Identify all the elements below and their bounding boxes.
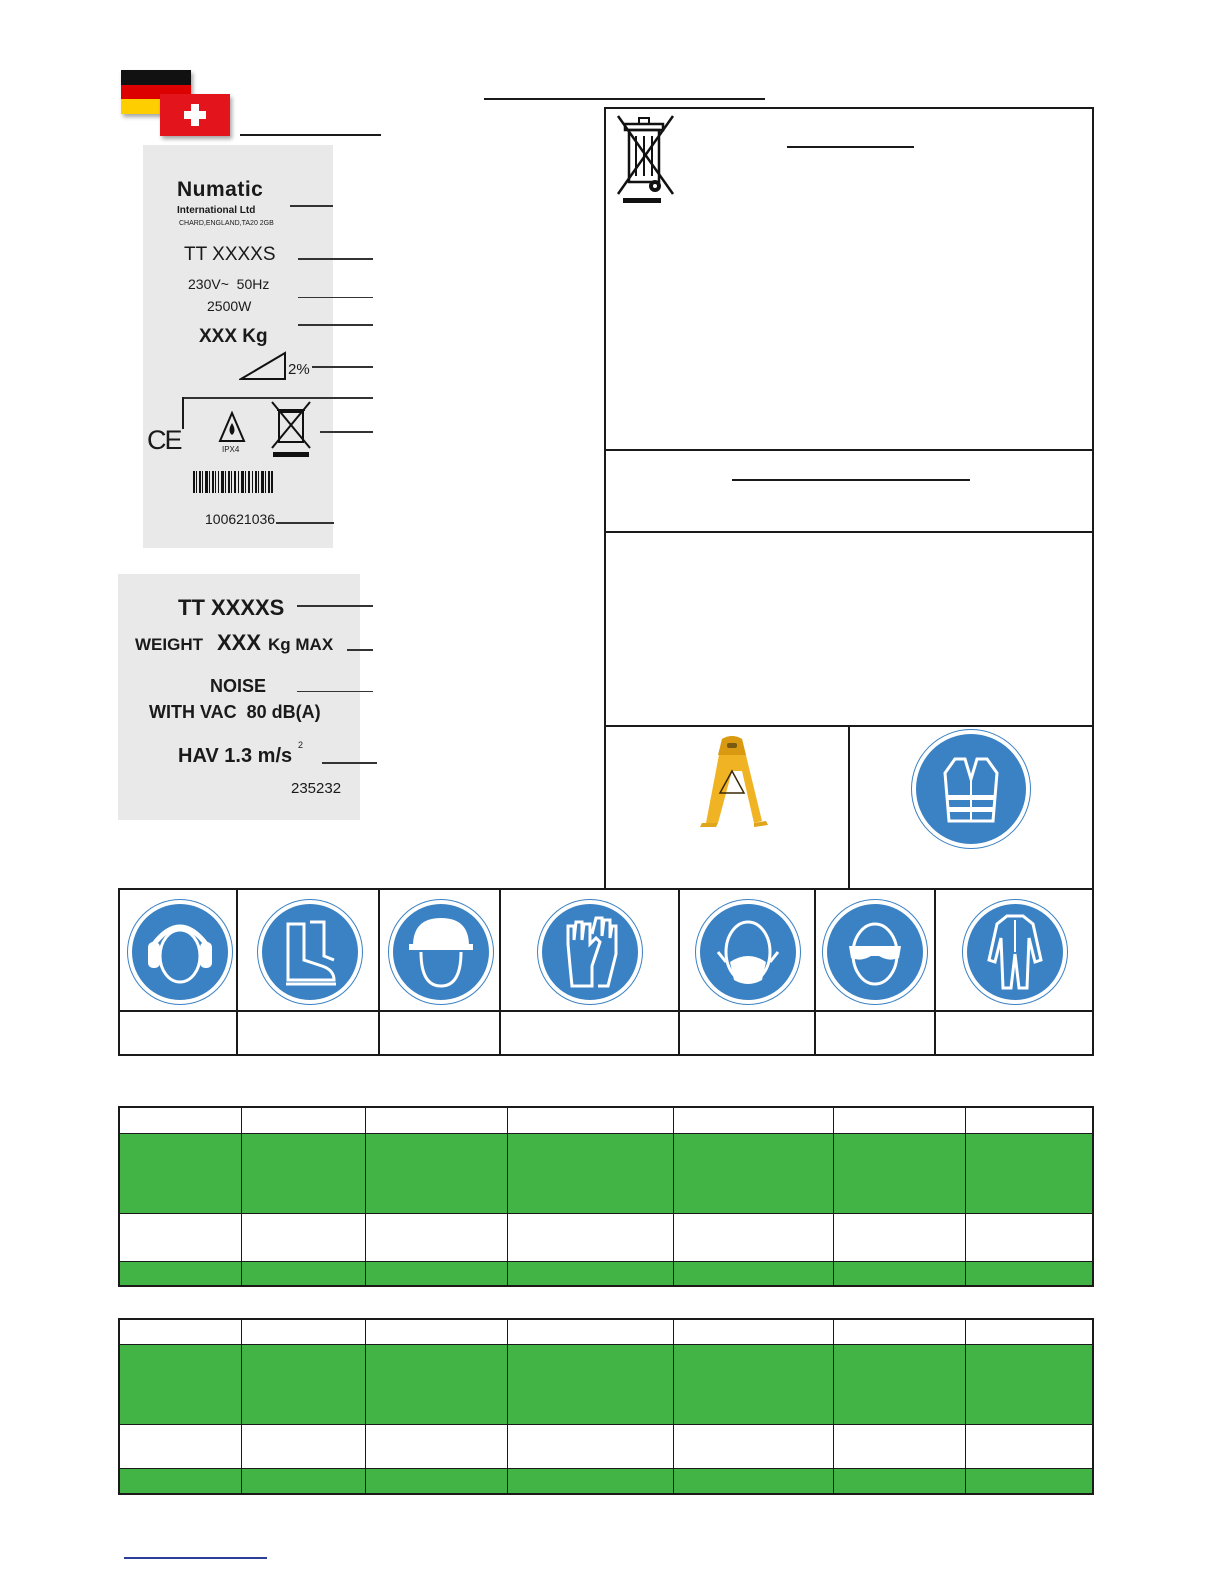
swiss-flag [160,94,230,136]
weee-bin-icon [270,400,314,460]
weight-value: XXX [217,630,262,655]
hav-superscript: 2 [298,740,304,750]
text-panel [604,531,1094,727]
safety-glasses-icon [823,900,927,1004]
table-row [119,1344,1093,1424]
ip-rating: IPX4 [222,445,240,454]
wet-floor-sign-icon [692,731,772,829]
leader-line [320,431,373,433]
ipx4-drop-icon [218,411,246,443]
leader-line [312,366,373,368]
ppe-table [118,888,1094,1056]
gradient-value: 2% [288,361,310,378]
hi-vis-vest-icon [912,730,1030,848]
safety-boots-icon [258,900,362,1004]
voltage-rating: 230V~ 50Hz [188,276,270,292]
gradient-icon [239,349,289,381]
leader-line [347,649,373,651]
data-table-1 [118,1106,1094,1287]
info-model: TT XXXXS [178,595,285,620]
leader-line [290,205,333,207]
brand-name: Numatic [177,178,264,201]
serial-number: 100621036 [205,511,276,527]
noise-value: WITH VAC 80 dB(A) [149,702,321,722]
company-address: CHARD,ENGLAND,TA20 2GB [179,220,274,227]
weee-heading-rule [787,146,914,148]
overalls-icon [963,900,1067,1004]
leader-line [298,324,373,326]
hard-hat-icon [389,900,493,1004]
power-rating: 2500W [207,298,252,314]
weight-rating: XXX Kg [199,326,268,347]
weight-suffix: Kg MAX [268,635,334,654]
table-row [119,1425,1093,1469]
model-number: TT XXXXS [184,244,276,265]
leader-line [322,762,377,764]
weight-prefix: WEIGHT [135,635,203,654]
ce-mark: CE [147,425,181,455]
table-row [119,1213,1093,1261]
table-row [119,1133,1093,1213]
leader-line [182,397,184,429]
title-rule [484,98,765,100]
notice-heading-rule [732,479,970,481]
gloves-icon [538,900,642,1004]
noise-label: NOISE [210,676,267,696]
table-row [119,1319,1093,1344]
leader-line [298,258,373,260]
hi-vis-panel [848,725,1094,890]
subtitle-rule [240,134,381,136]
ear-defenders-icon [128,900,232,1004]
info-code: 235232 [291,780,342,797]
leader-line [297,605,373,607]
wet-floor-panel [604,725,850,890]
info-plate [118,574,360,820]
leader-line [276,522,334,524]
leader-line [298,297,373,298]
table-row [119,1261,1093,1286]
data-table-2 [118,1318,1094,1495]
weee-panel [604,107,1094,451]
hav-label: HAV 1.3 m/s [178,745,293,767]
footer-rule [124,1557,267,1559]
table-row [119,1469,1093,1494]
leader-line [297,691,373,692]
leader-line [183,397,373,399]
crossed-out-bin-icon [615,112,675,204]
table-row [119,1107,1093,1133]
barcode [193,471,273,493]
notice-panel [604,449,1094,533]
company-name: International Ltd [177,205,256,216]
face-mask-icon [696,900,800,1004]
